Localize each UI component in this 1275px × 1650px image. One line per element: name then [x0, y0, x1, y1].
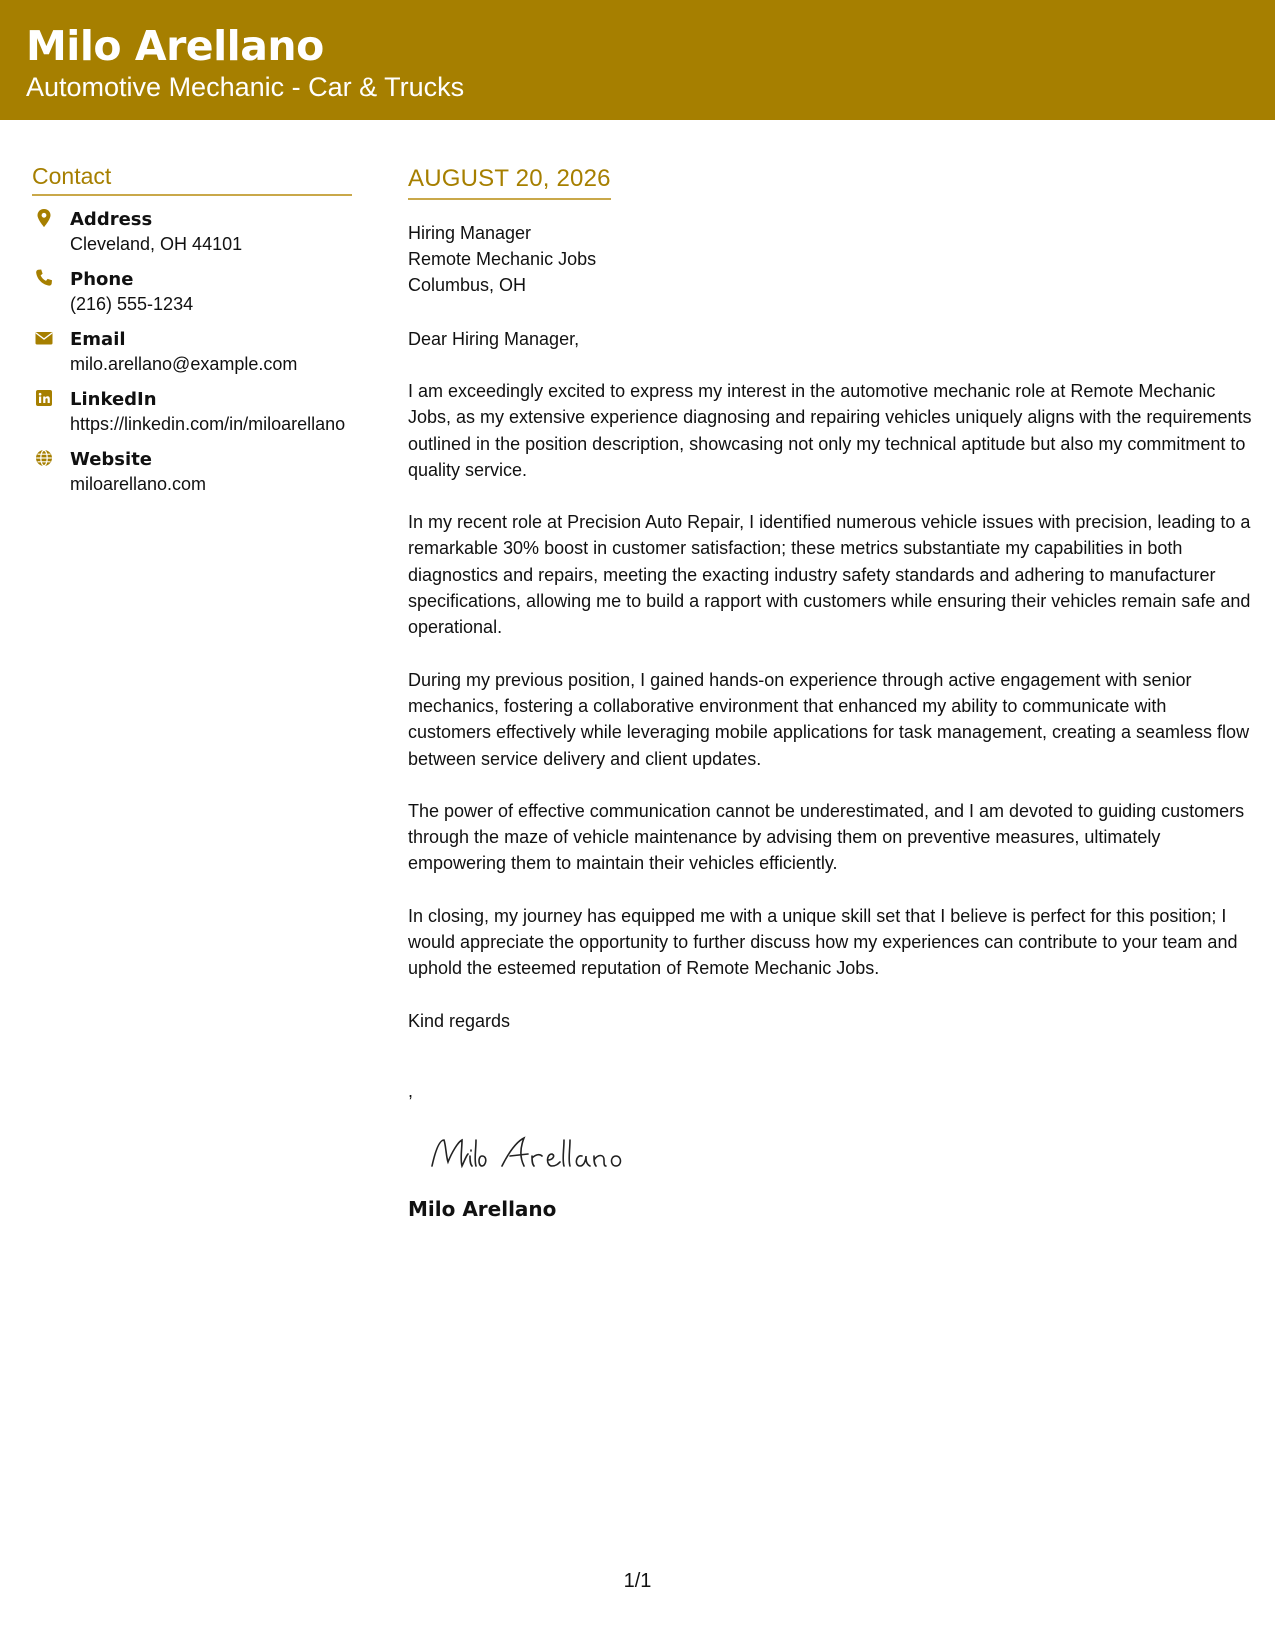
recipient-line: Hiring Manager — [408, 223, 532, 243]
address-value: Cleveland, OH 44101 — [70, 234, 243, 254]
website-value: miloarellano.com — [70, 474, 207, 494]
handwritten-signature — [424, 1126, 664, 1186]
closing: Kind regards — [408, 1010, 511, 1031]
letter-date: AUGUST 20, 2026 — [408, 164, 611, 200]
letter-paragraph: The power of effective communication cannot be underestimated, and I am devoted to guiding customers through the maze of vehicle maintenance by advising them on preventive measures, ultimately empowering them to maintain their vehicles efficiently. — [408, 800, 1245, 874]
signer-name: Milo Arellano — [408, 1196, 557, 1221]
recipient-line: Columbus, OH — [408, 275, 527, 295]
contact-label: LinkedIn — [70, 389, 157, 410]
salutation: Dear Hiring Manager, — [408, 329, 580, 349]
contact-item-address — [32, 208, 352, 257]
phone-icon — [34, 268, 54, 288]
contact-item-phone — [32, 268, 352, 317]
contact-item-email — [32, 328, 352, 377]
contact-item-website — [32, 448, 352, 497]
envelope-icon — [34, 328, 54, 348]
contact-sidebar — [32, 162, 352, 508]
page-header — [0, 0, 1275, 120]
email-value: milo.arellano@example.com — [70, 354, 298, 374]
contact-label: Address — [70, 209, 153, 230]
letter-paragraph: I am exceedingly excited to express my interest in the automotive mechanic role at Remote Mechanic Jobs, as my extensive experience diagnosing and repairing vehicles uniquely aligns with the requirements outlined in the position description, showcasing not only my technical aptitude but also my commitment to quality service. — [408, 381, 1252, 480]
linkedin-value: https://linkedin.com/in/miloarellano — [70, 414, 346, 434]
recipient-block — [408, 220, 1253, 298]
letter-body — [408, 164, 1253, 1222]
letter-paragraph: In closing, my journey has equipped me with a unique skill set that I believe is perfect for this position; I would appreciate the opportunity to further discuss how my experiences can contribute to your team and uphold the esteemed reputation of Remote Mechanic Jobs. — [408, 905, 1238, 979]
contact-label: Email — [70, 329, 126, 350]
phone-value: (216) 555-1234 — [70, 294, 194, 314]
contact-label: Phone — [70, 269, 134, 290]
contact-item-linkedin — [32, 388, 352, 437]
contact-label: Website — [70, 449, 153, 470]
letter-paragraph: In my recent role at Precision Auto Repair, I identified numerous vehicle issues with precision, leading to a remarkable 30% boost in customer satisfaction; these metrics substantiate my capabilities in both diagnostics and repairs, meeting the exacting industry safety standards and adhering to manufacturer specifications, allowing me to build a rapport with customers while ensuring their vehicles remain safe and operational. — [408, 512, 1251, 638]
recipient-line: Remote Mechanic Jobs — [408, 249, 597, 269]
letter-paragraph: During my previous position, I gained hands-on experience through active engagement with senior mechanics, fostering a collaborative environment that enhanced my ability to communicate with customers effectively while leveraging mobile applications for task management, creating a seamless flow between service delivery and client updates. — [408, 669, 1250, 769]
globe-icon — [34, 448, 54, 468]
contact-heading: Contact — [32, 162, 352, 196]
map-pin-icon — [34, 208, 54, 228]
linkedin-icon — [34, 388, 54, 408]
applicant-name: Milo Arellano — [26, 22, 324, 70]
page-number: 1/1 — [623, 1570, 652, 1592]
applicant-job-title: Automotive Mechanic - Car & Trucks — [26, 72, 465, 102]
closing-comma: , — [408, 1080, 414, 1101]
